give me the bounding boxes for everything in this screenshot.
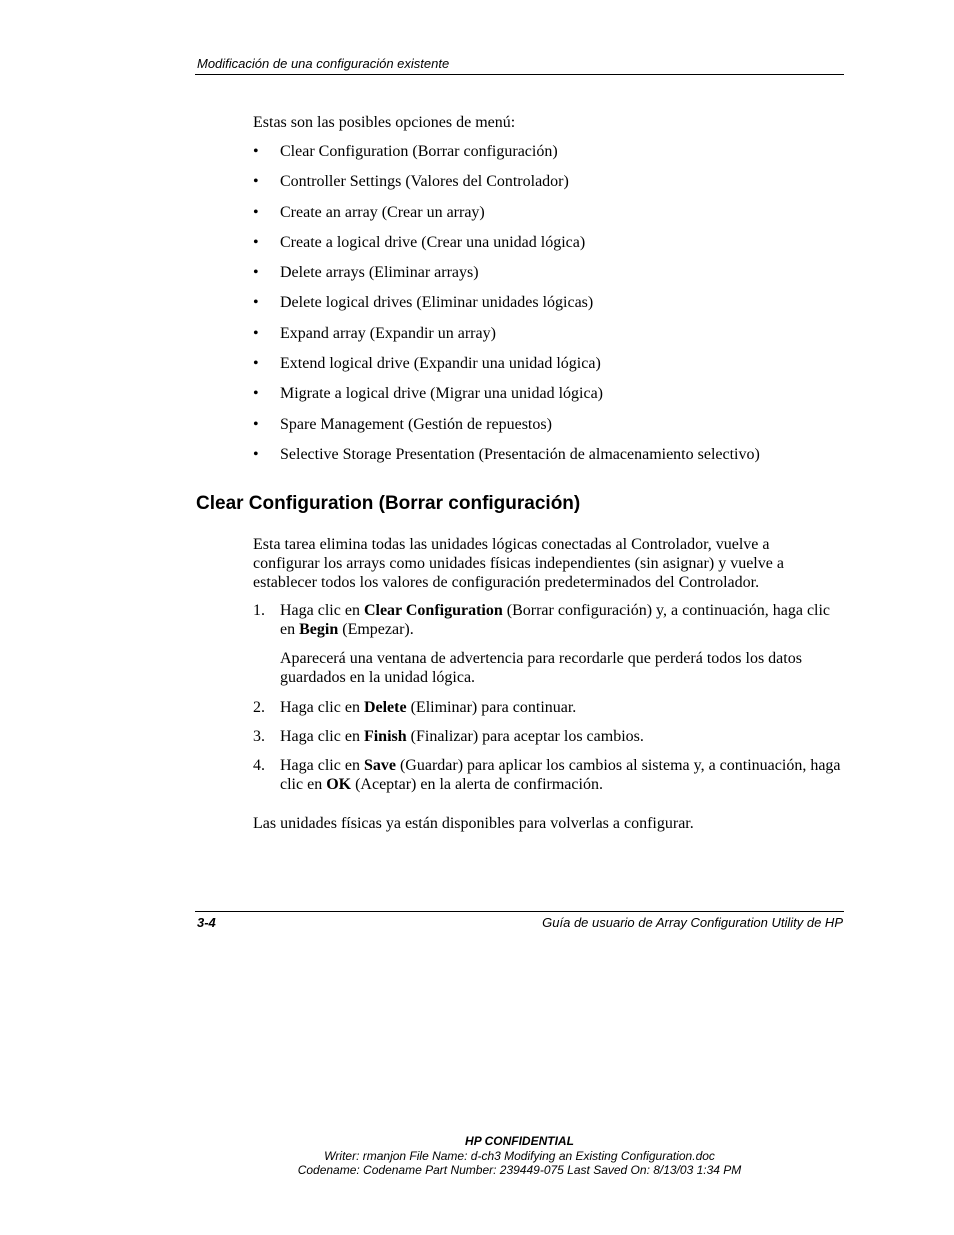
list-item-text: Delete arrays (Eliminar arrays) [280,264,479,282]
step-text [280,601,848,639]
list-item-text: Clear Configuration (Borrar configuración) [280,143,558,160]
bullet-icon: • [253,324,259,342]
step-number: 1. [253,602,265,619]
step-number: 4. [253,757,265,774]
list-item-text: Spare Management (Gestión de repuestos) [280,415,552,433]
step-3 [253,727,848,756]
list-item-text: Migrate a logical drive (Migrar una unidad lógica) [280,385,603,403]
list-item [253,142,853,172]
step-note: Aparecerá una ventana de advertencia para recordarle que perderá todos los datos guardados en la unidad lógica. [280,650,802,686]
bullet-icon: • [253,294,259,312]
ui-term-delete: Delete [363,699,407,716]
step-text-part: Haga clic en [280,757,364,774]
ui-term-save: Save [363,757,396,774]
list-item [253,172,853,202]
list-item [253,293,853,323]
page-number: 3-4 [197,915,216,930]
ui-term-clear-configuration: Clear Configuration [363,602,503,619]
step-text-part: Haga clic en [280,602,364,619]
step-text-part: Haga clic en [280,699,364,716]
bullet-icon: • [253,415,259,433]
running-header-title: Modificación de una configuración existente [197,56,450,71]
footer-guide-title: Guía de usuario de Array Configuration Utility de HP [542,915,843,930]
list-item [253,415,853,445]
step-2 [253,698,848,727]
menu-options-list [253,142,853,475]
step-text-part: Haga clic en [280,728,364,745]
list-item [253,445,853,475]
ui-term-ok: OK [326,776,352,793]
bullet-icon: • [253,355,259,373]
step-text-part: (Empezar). [338,621,414,638]
step-1 [253,601,848,698]
list-item-text: Controller Settings (Valores del Controlador) [280,173,569,191]
step-number: 2. [253,699,265,716]
bullet-icon: • [253,445,259,463]
section-heading: Clear Configuration (Borrar configuración) [196,493,581,514]
bullet-icon: • [253,143,259,160]
step-text-part: (Aceptar) en la alerta de confirmación. [351,776,603,793]
list-item [253,233,853,263]
ui-term-finish: Finish [363,728,407,745]
closing-text: Las unidades físicas ya están disponibles para volverlas a configurar. [253,815,694,832]
step-number: 3. [253,728,265,745]
ui-term-begin: Begin [299,621,339,638]
list-item-text: Create a logical drive (Crear una unidad lógica) [280,233,586,251]
step-text-part: (Finalizar) para aceptar los cambios. [406,728,644,745]
list-item-text: Expand array (Expandir un array) [280,324,496,342]
step-text-part: (Guardar) para aplicar los cambios al sistema y, a continuación, haga clic en [280,757,841,793]
steps-list [253,601,848,794]
header-rule [195,74,844,75]
section-description: Esta tarea elimina todas las unidades lógicas conectadas al Controlador, vuelve a configurar los arrays como unidades físicas independientes (sin asignar) y vuelve a establecer todos los valores de configuración predeterminados del Controlador. [253,536,784,591]
list-item-text: Selective Storage Presentation (Presentación de almacenamiento selectivo) [280,445,760,463]
bullet-icon: • [253,385,259,403]
footer-rule [195,911,844,912]
list-item [253,263,853,293]
intro-text: Estas son las posibles opciones de menú: [253,114,516,131]
confidential-label: HP CONFIDENTIAL [465,1134,574,1148]
step-text-part: (Eliminar) para continuar. [406,699,577,716]
step-text [280,698,848,717]
list-item [253,384,853,414]
confidential-line-2: Codename: Codename Part Number: 239449-075 Last Saved On: 8/13/03 1:34 PM [297,1163,742,1177]
list-item-text: Delete logical drives (Eliminar unidades lógicas) [280,294,594,312]
bullet-icon: • [253,264,259,282]
bullet-icon: • [253,203,259,221]
step-text [280,756,848,794]
confidential-line-1: Writer: rmanjon File Name: d-ch3 Modifying an Existing Configuration.doc [324,1149,715,1163]
list-item [253,324,853,354]
list-item [253,354,853,384]
bullet-icon: • [253,233,259,251]
step-text-part: (Borrar configuración) y, a continuación, haga clic en [280,602,831,638]
list-item-text: Create an array (Crear un array) [280,203,485,221]
list-item-text: Extend logical drive (Expandir una unidad lógica) [280,355,601,373]
bullet-icon: • [253,173,259,191]
step-4 [253,756,848,794]
step-text [280,727,848,746]
list-item [253,203,853,233]
